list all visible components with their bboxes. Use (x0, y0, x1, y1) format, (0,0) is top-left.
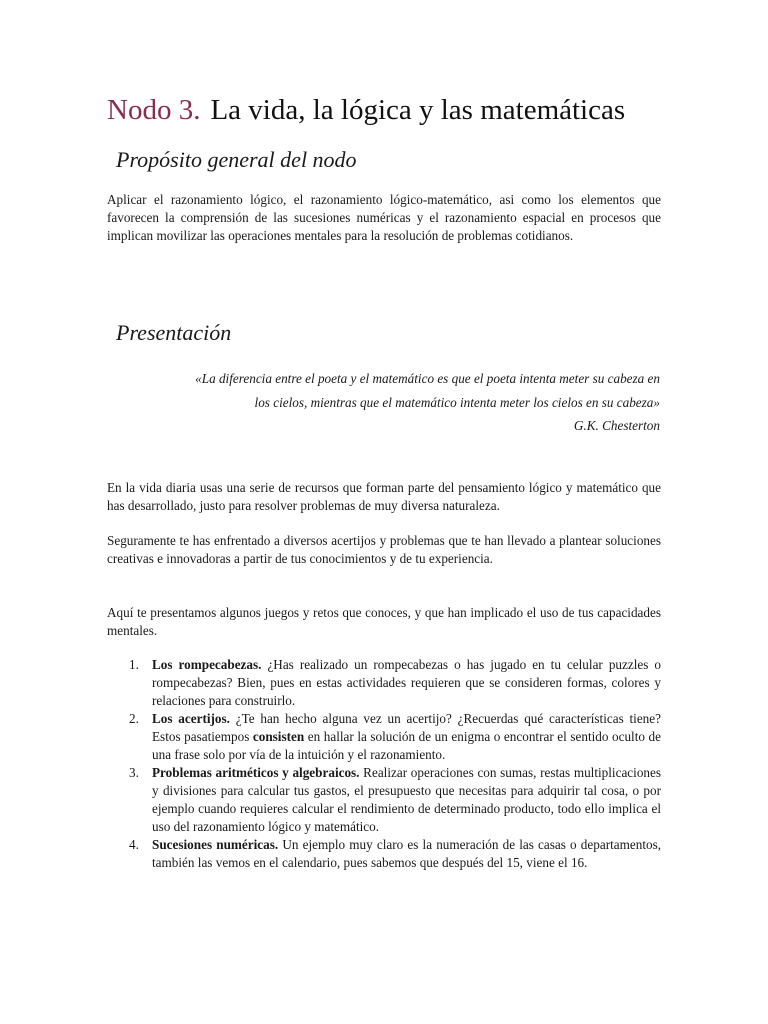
list-item (107, 710, 661, 764)
list-item-title: Los acertijos. (152, 711, 230, 726)
proposito-heading: Propósito general del nodo (116, 147, 357, 172)
list-number: 3. (129, 765, 139, 780)
list-item-text: Realizar operaciones con sumas, restas multiplicaciones y divisiones para calcular tus gastos, el presupuesto que necesitas para adquirir tal cosa, o por ejemplo cuando requieres calcular el rendimiento de determinado producto, todo ello implica el uso del razonamiento lógico y matemático. (152, 765, 661, 834)
node-title: La vida, la lógica y las matemáticas (210, 94, 626, 126)
list-item-text: Un ejemplo muy claro es la numeración de las casas o departamentos, también las vemos en el calendario, pues sabemos que después del 15, viene el 16. (152, 837, 662, 870)
presentacion-heading: Presentación (116, 320, 232, 345)
quote-text: «La diferencia entre el poeta y el matemático es que el poeta intenta meter su cabeza en los cielos, mientras que el matemático intenta meter los cielos en su cabeza» (195, 371, 660, 410)
examples-list (107, 656, 661, 872)
list-item-bold-word: consisten (252, 729, 305, 744)
list-item-text: en hallar la solución de un enigma o encontrar el sentido oculto de una frase solo por vía de la intuición y el razonamiento. (152, 729, 661, 762)
list-item (107, 836, 661, 872)
node-number: Nodo 3. (107, 94, 201, 126)
list-item-title: Sucesiones numéricas. (152, 837, 279, 852)
list-item (107, 656, 661, 710)
epigraph-quote (190, 367, 660, 437)
presentacion-paragraph-3: Aquí te presentamos algunos juegos y retos que conoces, y que han implicado el uso de tus capacidades mentales. (107, 605, 661, 639)
list-item-title: Problemas aritméticos y algebraicos. (152, 765, 360, 780)
list-item-title: Los rompecabezas. (152, 657, 262, 672)
presentacion-paragraph-2: Seguramente te has enfrentado a diversos acertijos y problemas que te han llevado a plantear soluciones creativas e innovadoras a partir de tus conocimientos y de tu experiencia. (107, 533, 661, 567)
list-item (107, 764, 661, 836)
presentacion-paragraph-1: En la vida diaria usas una serie de recursos que forman parte del pensamiento lógico y matemático que has desarrollado, justo para resolver problemas de muy diversa naturaleza. (107, 480, 661, 514)
list-number: 2. (129, 711, 139, 726)
list-item-text: ¿Te han hecho alguna vez un acertijo? ¿Recuerdas qué características tiene? Estos pasatiempos (152, 711, 661, 744)
quote-author: G.K. Chesterton (573, 418, 660, 433)
list-number: 1. (129, 657, 139, 672)
list-number: 4. (129, 837, 139, 852)
proposito-paragraph: Aplicar el razonamiento lógico, el razonamiento lógico-matemático, asi como los elementos que favorecen la comprensión de las sucesiones numéricas y el razonamiento espacial en procesos que implican movilizar las operaciones mentales para la resolución de problemas cotidianos. (107, 192, 661, 244)
list-item-text: ¿Has realizado un rompecabezas o has jugado en tu celular puzzles o rompecabezas? Bien, pues en estas actividades requieren que se consideren formas, colores y relaciones para construirlo. (152, 657, 661, 708)
page-title (107, 92, 625, 128)
